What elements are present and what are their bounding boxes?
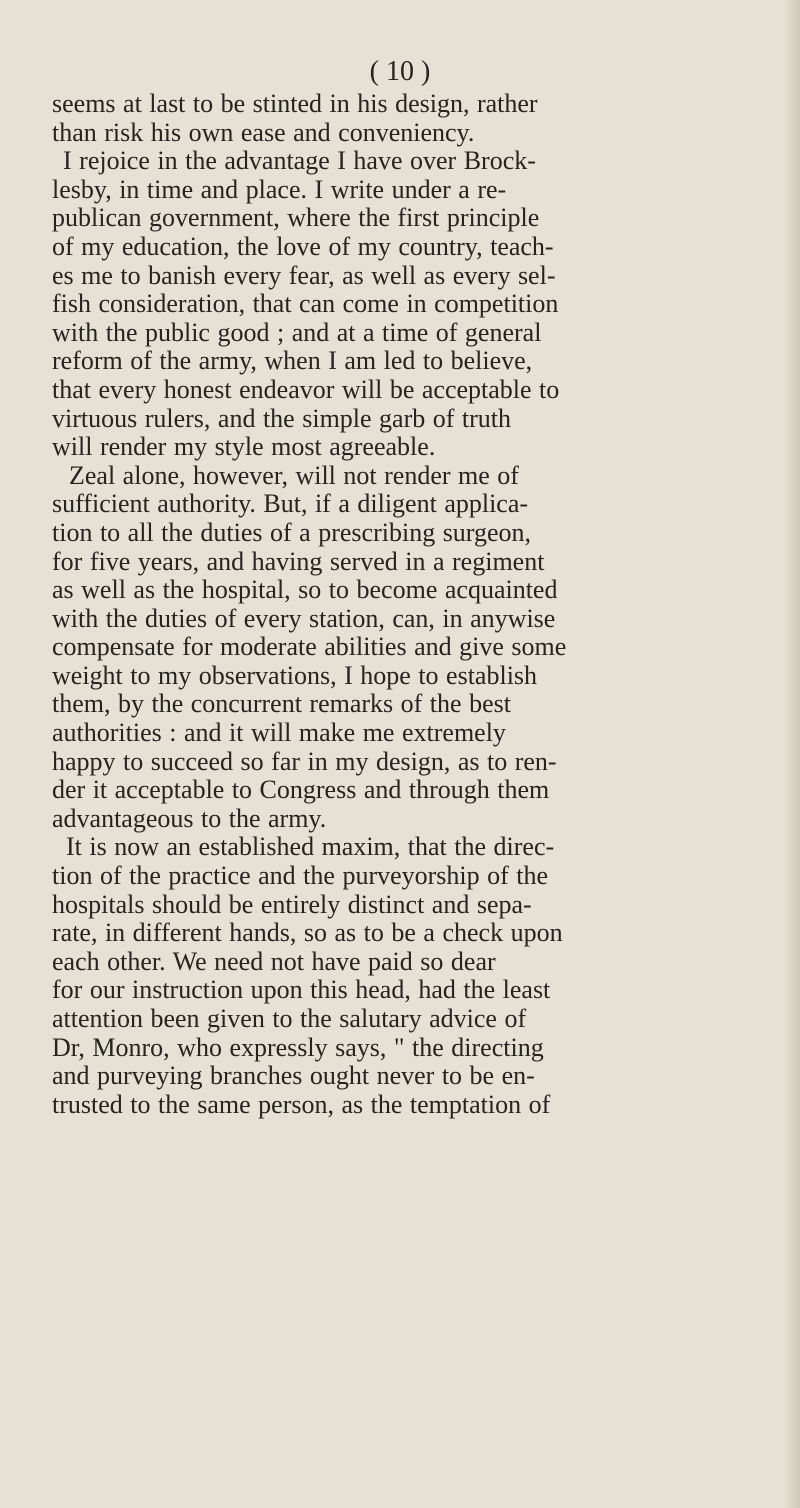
text-line: weight to my observations, I hope to establish — [52, 660, 538, 690]
text-line: rate, in different hands, so as to be a check upon — [52, 918, 563, 948]
text-line: publican government, where the first principle — [52, 203, 540, 233]
page-number: ( 10 ) — [369, 56, 431, 87]
text-line: der it acceptable to Congress and through them — [52, 775, 550, 805]
text-line: fish consideration, that can come in competition — [52, 289, 559, 319]
text-line: with the duties of every station, can, in anywise — [52, 603, 556, 633]
text-line: and purveying branches ought never to be en- — [52, 1061, 535, 1091]
text-line: authorities : and it will make me extremely — [52, 718, 506, 748]
text-line: as well as the hospital, so to become acquainted — [52, 575, 558, 605]
text-line: lesby, in time and place. I write under a re- — [52, 174, 507, 204]
text-line: of my education, the love of my country, teach- — [52, 231, 554, 261]
text-line: virtuous rulers, and the simple garb of truth — [52, 403, 512, 433]
text-line: sufficient authority. But, if a diligent applica- — [52, 489, 529, 519]
text-line: will render my style most agreeable. — [52, 432, 436, 462]
text-line: trusted to the same person, as the temptation of — [52, 1089, 551, 1119]
text-line: that every honest endeavor will be acceptable to — [52, 374, 560, 404]
paragraph-start-line: Zeal alone, however, will not render me of — [69, 460, 519, 490]
text-line: attention been given to the salutary advice of — [52, 1004, 527, 1033]
text-line: for five years, and having served in a regiment — [52, 546, 545, 576]
text-line: seems at last to be stinted in his design, rather — [52, 89, 538, 118]
text-line: compensate for moderate abilities and give some — [52, 632, 567, 662]
text-line: for our instruction upon this head, had the least — [52, 975, 551, 1005]
text-line: Dr, Monro, who expressly says, " the directing — [52, 1032, 544, 1062]
text-line: hospitals should be entirely distinct and sepa- — [52, 889, 532, 919]
text-line: tion to all the duties of a prescribing surgeon, — [52, 517, 532, 547]
text-line: happy to succeed so far in my design, as to ren- — [52, 746, 557, 776]
text-line: advantageous to the army. — [52, 803, 327, 833]
text-line: reform of the army, when I am led to believe, — [52, 346, 533, 376]
paragraph-start-line: I rejoice in the advantage I have over Brock- — [63, 146, 536, 176]
text-line: them, by the concurrent remarks of the best — [52, 689, 511, 719]
body-text — [52, 90, 800, 1119]
paragraph-start-line: It is now an established maxim, that the direc- — [66, 832, 555, 862]
text-line: tion of the practice and the purveyorship of the — [52, 861, 549, 891]
text-line: than risk his own ease and conveniency. — [52, 117, 475, 147]
text-line: es me to banish every fear, as well as every sel- — [52, 260, 556, 290]
text-line: each other. We need not have paid so dear — [52, 946, 496, 976]
text-line: with the public good ; and at a time of general — [52, 317, 542, 347]
